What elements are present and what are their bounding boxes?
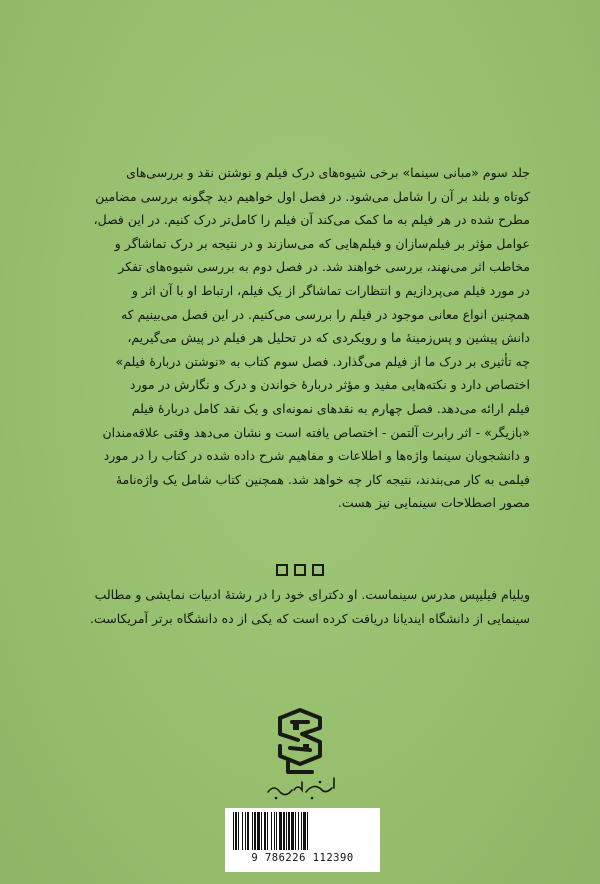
isbn-digits: 9 786226 112390: [251, 852, 354, 864]
publisher-logo: [250, 700, 350, 805]
barcode-icon: [231, 812, 374, 852]
book-description: جلد سوم «مبانی سینما» برخی شیوه‌های درک فیلم و نوشتن نقد و بررسی‌های کوتاه و بلند بر آن را شامل می‌شود. در فصل اول خواهیم دید چگونه بررسی مضامین مطرح شده در هر فیلم به ما کمک می‌کند آن فیلم را کامل‌تر درک کنیم. در این فصل، عوامل مؤثر بر فیلم‌سازان و فیلم‌هایی که می‌سازند و در نتیجه بر درک تماشاگر و مخاطب اثر می‌نهند، بررسی خواهند شد. در فصل دوم به بررسی شیوه‌های تفکر در مورد فیلم می‌پردازیم و انتظارات تماشاگر از یک فیلم، ارتباط او با آن اثر و همچنین انواع معانی موجود در فیلم را بررسی می‌کنیم. در این فصل می‌بینیم که دانش پیشین و پس‌زمینهٔ ما و رویکردی که در تحلیل هر فیلم در پیش می‌گیریم، چه تأثیری بر درک ما از فیلم می‌گذارد. فصل سوم کتاب به «نوشتن دربارهٔ فیلم» اختصاص دارد و نکته‌هایی مفید و مؤثر دربارهٔ خواندن و درک و نگارش در مورد فیلم ارائه می‌دهد. فصل چهارم به نقدهای نمونه‌ای و یک نقد کامل دربارهٔ فیلم «بازیگر» - اثر رابرت آلتمن - اختصاص یافته است و نشان می‌دهد وقتی علاقه‌مندان و دانشجویان سینما واژه‌ها و اطلاعات و مفاهیم شرح داده شده در کتاب را در مورد فیلمی به کار می‌بندند، نتیجه کار چه خواهد شد. همچنین کتاب شامل یک واژه‌نامهٔ مصور اصطلاحات سینمایی نیز هست.: [93, 165, 530, 511]
author-bio: ویلیام فیلیپس مدرس سینماست. او دکترای خود را در رشتهٔ ادبیات نمایشی و مطالب سینمایی از دانشگاه ایندیانا دریافت کرده است که یکی از ده دانشگاه برتر آمریکاست.: [90, 587, 530, 626]
isbn-barcode: [225, 808, 380, 872]
publisher-emblem-icon: [250, 700, 350, 805]
separator-square-icon: [312, 564, 324, 576]
separator-square-icon: [276, 564, 288, 576]
separator-square-icon: [294, 564, 306, 576]
section-separator: [260, 564, 340, 580]
